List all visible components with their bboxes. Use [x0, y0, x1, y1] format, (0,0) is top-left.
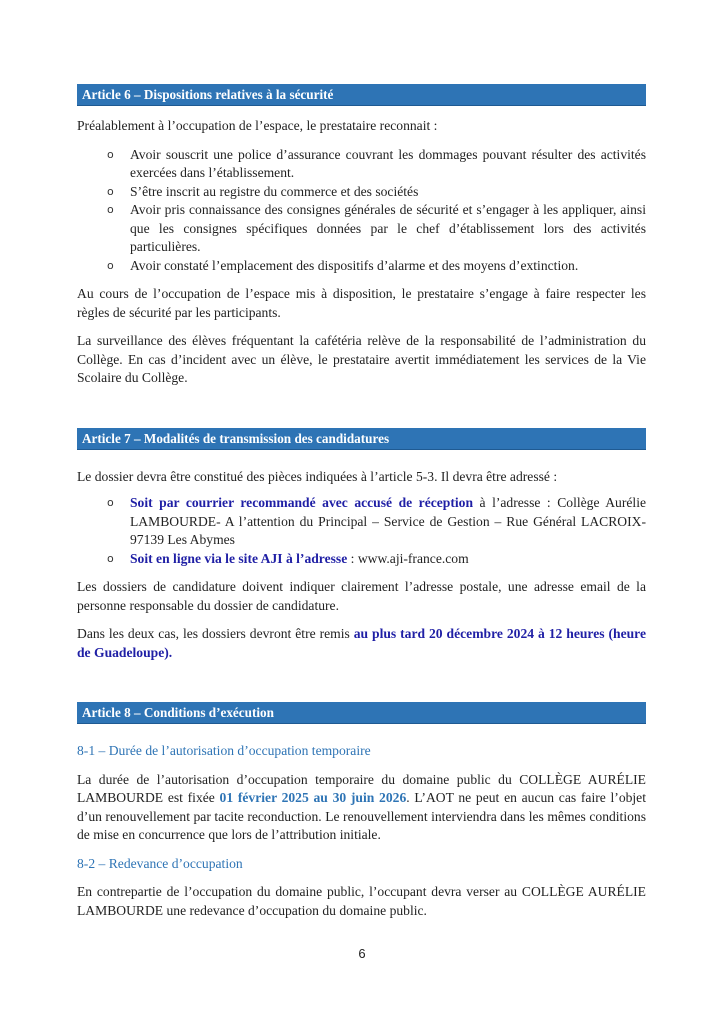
article-7-paragraph: Les dossiers de candidature doivent indiquer clairement l’adresse postale, une adresse email de la personne responsable du dossier de candidature.: [77, 579, 646, 613]
list-item: [77, 494, 646, 550]
bullet-circle-icon: o: [107, 551, 114, 565]
list-item: [77, 257, 646, 276]
bullet-circle-icon: o: [107, 496, 114, 509]
list-item-text: : www.aji-france.com: [347, 550, 469, 566]
list-item-bold-text: Soit en ligne via le site AJI à l’adresse: [130, 550, 348, 566]
bullet-circle-icon: o: [107, 184, 114, 198]
list-item: [77, 183, 646, 202]
subsection-8-2-title: 8-2 – Redevance d’occupation: [77, 855, 243, 871]
list-item-text: Avoir pris connaissance des consignes générales de sécurité et s’engager à les appliquer, ainsi que les consignes spécifiques données par le chef d’établissement lors des activités particulières.: [130, 202, 646, 254]
article-6-header: Article 6 – Dispositions relatives à la sécurité: [77, 84, 646, 106]
duration-text-end: . L’AOT ne peut en aucun cas faire l’objet d’un renouvellement par tacite reconduction. Le renouvellement interviendra dans les mêmes conditions de mise en concurrence que lors de l’attribution initiale.: [77, 790, 646, 842]
article-6-paragraph: Au cours de l’occupation de l’espace mis à disposition, le prestataire s’engage à faire respecter les règles de sécurité par les participants.: [77, 286, 646, 320]
list-item-text: à l’adresse : Collège Aurélie LAMBOURDE- A l’attention du Principal – Service de Gestion – Rue Général LACROIX- 97139 Les Abymes: [130, 495, 647, 547]
deadline-date: au plus tard 20 décembre 2024 à 12 heures (heure de Guadeloupe).: [77, 626, 646, 660]
article-7-header: Article 7 – Modalités de transmission des candidatures: [77, 428, 646, 450]
page-number: 6: [358, 946, 366, 961]
duration-dates: 01 février 2025 au 30 juin 2026: [219, 790, 407, 805]
article-8-header: Article 8 – Conditions d’exécution: [77, 702, 646, 724]
list-item-text: S’être inscrit au registre du commerce et des sociétés: [130, 183, 419, 199]
page-content: [77, 84, 646, 920]
list-item: [77, 550, 646, 569]
list-item-bold-text: Soit par courrier recommandé avec accusé de réception: [130, 495, 474, 510]
bullet-circle-icon: o: [107, 258, 114, 272]
article-7-list: [77, 494, 646, 568]
list-item-text: Avoir souscrit une police d’assurance couvrant les dommages pouvant résulter des activités exercées dans l’établissement.: [130, 146, 646, 180]
list-item: [77, 201, 646, 257]
article-6-list: [77, 146, 646, 276]
bullet-circle-icon: o: [107, 147, 114, 161]
list-item-text: Avoir constaté l’emplacement des dispositifs d’alarme et des moyens d’extinction.: [130, 257, 579, 273]
subsection-8-2-text: En contrepartie de l’occupation du domaine public, l’occupant devra verser au COLLÈGE AURÉLIE LAMBOURDE une redevance d’occupation du domaine public.: [77, 884, 646, 918]
article-6-intro: Préalablement à l’occupation de l’espace, le prestataire reconnait :: [77, 118, 438, 133]
article-7-intro: Le dossier devra être constitué des pièces indiquées à l’article 5-3. Il devra être adressé :: [77, 468, 558, 484]
duration-text: La durée de l’autorisation d’occupation temporaire du domaine public du COLLÈGE AURÉLIE LAMBOURDE est fixée: [77, 771, 646, 805]
list-item: [77, 146, 646, 183]
subsection-8-1-text: [77, 771, 646, 845]
subsection-8-1-title: 8-1 – Durée de l’autorisation d’occupation temporaire: [77, 743, 371, 758]
deadline-text: Dans les deux cas, les dossiers devront être remis: [77, 626, 354, 641]
article-6-paragraph: La surveillance des élèves fréquentant la cafétéria relève de la responsabilité de l’administration du Collège. En cas d’incident avec un élève, le prestataire avertit immédiatement les services de la Vie Scolaire du Collège.: [77, 333, 646, 385]
bullet-circle-icon: o: [107, 203, 114, 216]
article-7-deadline: [77, 625, 646, 662]
